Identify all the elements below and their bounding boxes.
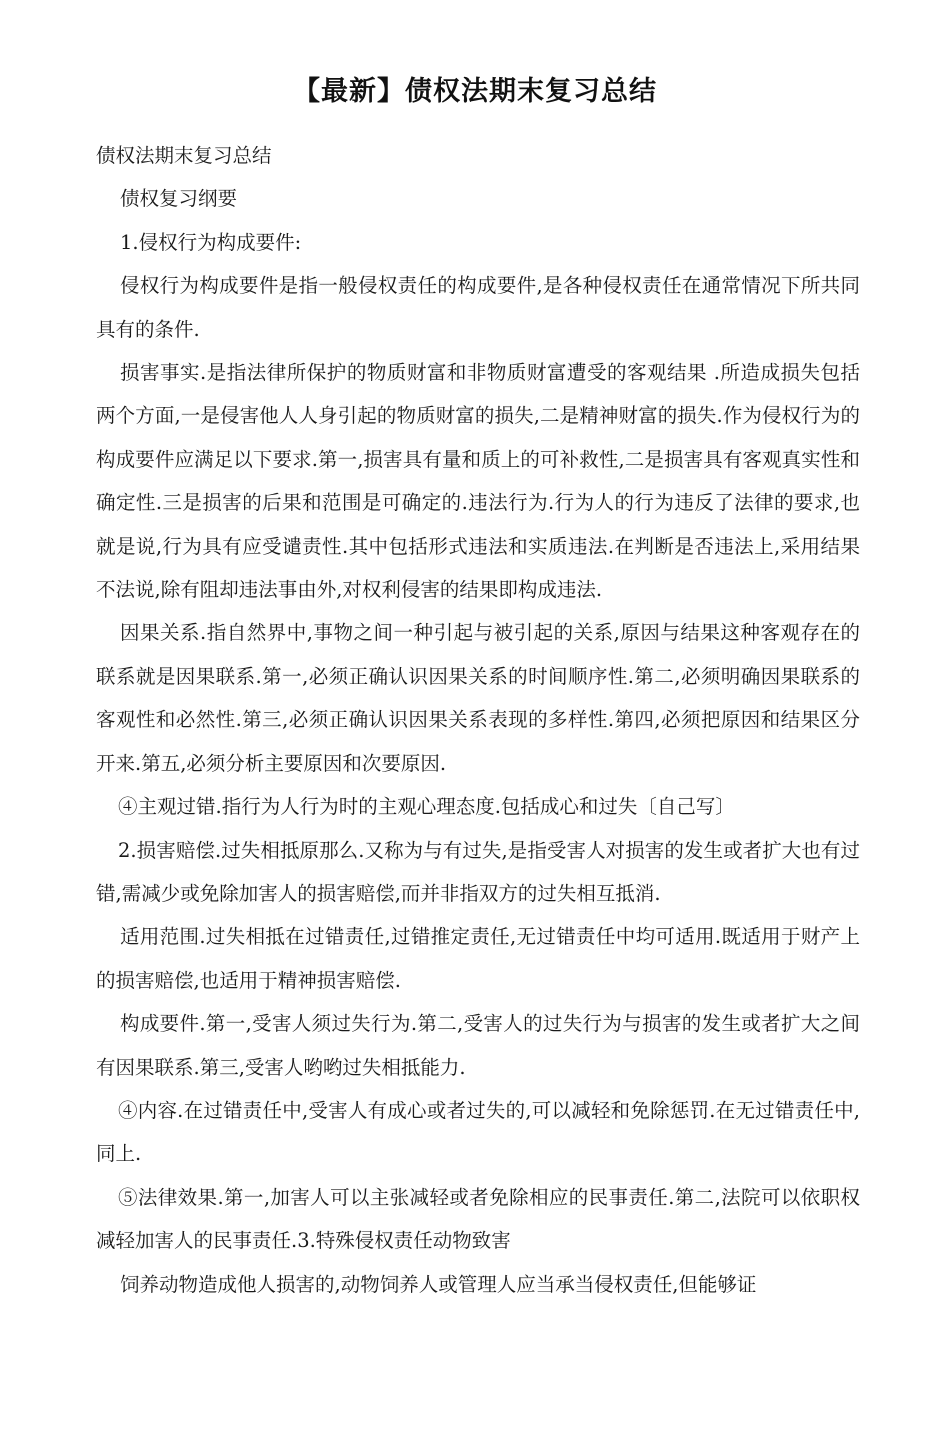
paragraph-content: ④内容.在过错责任中,受害人有成心或者过失的,可以减轻和免除惩罚.在无过错责任中,同上. [96,1098,860,1166]
paragraph-damage-compensation: 2.损害赔偿.过失相抵原那么.又称为与有过失,是指受害人对损害的发生或者扩大也有过错,需减少或免除加害人的损害赔偿,而并非指双方的过失相互抵消. [96,838,860,905]
document-title: 【最新】债权法期末复习总结 [293,76,657,107]
document-body [96,134,860,1306]
paragraph-subjective-fault: ④主观过错.指行为人行为时的主观心理态度.包括成心和过失〔自己写〕 [118,795,735,819]
paragraph-outline-heading: 债权复习纲要 [120,187,238,211]
paragraph-damage-fact: 损害事实.是指法律所保护的物质财富和非物质财富遭受的客观结果 .所造成损失包括两个方面,一是侵害他人人身引起的物质财富的损失,二是精神财富的损失.作为侵权行为的构成要件应满足以下要求.第一,损害具有量和质上的可补救性,二是损害具有客观真实性和确定性.三是损害的后果和范围是可确定的.违法行为.行为人的行为违反了法律的要求,也就是说,行为具有应受谴责性.其中包括形式违法和实质违法.在判断是否违法上,采用结果不法说,除有阻却违法事由外,对权利侵害的结果即构成违法. [96,361,860,602]
paragraph-scope: 适用范围.过失相抵在过错责任,过错推定责任,无过错责任中均可适用.既适用于财产上的损害赔偿,也适用于精神损害赔偿. [96,925,860,992]
paragraph-legal-effect: ⑤法律效果.第一,加害人可以主张减轻或者免除相应的民事责任.第二,法院可以依职权减轻加害人的民事责任.3.特殊侵权责任动物致害 [96,1185,860,1253]
paragraph-elements: 构成要件.第一,受害人须过失行为.第二,受害人的过失行为与损害的发生或者扩大之间有因果联系.第三,受害人哟哟过失相抵能力. [96,1012,860,1079]
paragraph-animal-liability: 饲养动物造成他人损害的,动物饲养人或管理人应当承当侵权责任,但能够证 [120,1272,757,1296]
paragraph-subtitle: 债权法期末复习总结 [96,144,272,167]
paragraph-section-1-heading: 1.侵权行为构成要件: [120,230,302,254]
paragraph-definition: 侵权行为构成要件是指一般侵权责任的构成要件,是各种侵权责任在通常情况下所共同具有的条件. [96,274,860,341]
paragraph-causation: 因果关系.指自然界中,事物之间一种引起与被引起的关系,原因与结果这种客观存在的联系就是因果联系.第一,必须正确认识因果关系的时间顺序性.第二,必须明确因果联系的客观性和必然性.第三,必须正确认识因果关系表现的多样性.第四,必须把原因和结果区分开来.第五,必须分析主要原因和次要原因. [96,621,860,775]
